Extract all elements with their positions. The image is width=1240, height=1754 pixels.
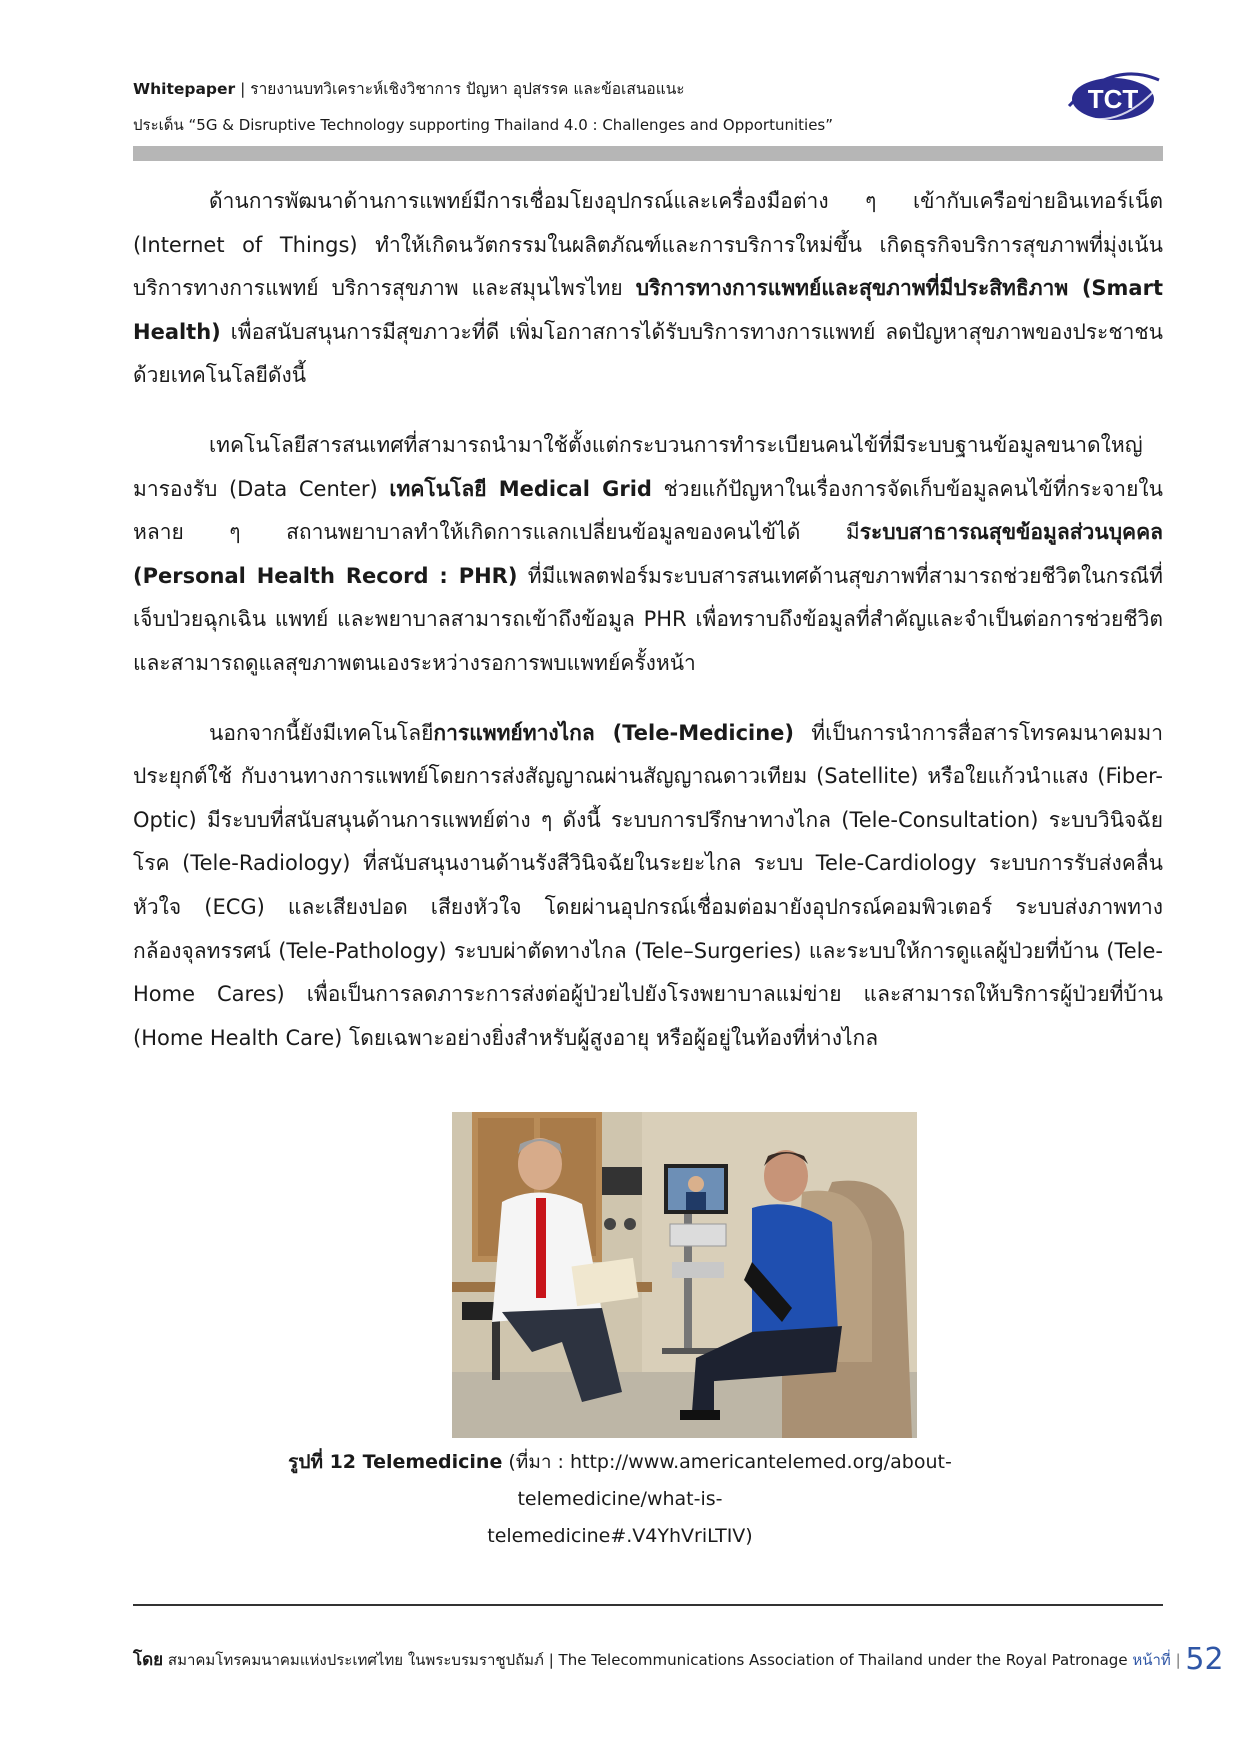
p1-text-c: เพื่อสนับสนุนการมีสุขภาวะที่ดี เพิ่มโอกาสการได้รับบริการทางการแพทย์ ลดปัญหาสุขภาพของประชาชนด้วยเทคโนโลยีดังนี้ <box>133 319 1163 388</box>
logo-text: TCT <box>1087 84 1139 114</box>
header-title <box>133 78 1163 100</box>
footer-org-thai: สมาคมโทรคมนาคมแห่งประเทศไทย ในพระบรมราชูปถัมภ์ <box>163 1651 549 1669</box>
body-text <box>133 180 1163 1060</box>
p2-bold-medical-grid: เทคโนโลยี Medical Grid <box>389 476 652 501</box>
header-doc-type: Whitepaper <box>133 80 236 98</box>
page-number: 52 <box>1185 1642 1224 1677</box>
page-label: หน้าที่ <box>1132 1651 1171 1669</box>
footer-divider <box>133 1604 1163 1606</box>
paragraph-medical-grid <box>133 424 1163 686</box>
p2-text-e: ที่มีแพลตฟอร์มระบบสารสนเทศด้านสุขภาพที่สามารถช่วยชีวิตในกรณีที่เจ็บป่วยฉุกเฉิน แพทย์ และพยาบาลสามารถเข้าถึงข้อมูล PHR เพื่อทราบถึงข้อมูลที่สำคัญและจำเป็นต่อการช่วยชีวิต และสามารถดูแลสุขภาพตนเองระหว่างรอการพบแพทย์ครั้งหน้า <box>133 563 1163 675</box>
paragraph-smart-health <box>133 180 1163 398</box>
p1-text-a: ด้านการพัฒนาด้านการแพทย์มีการเชื่อมโยงอุปกรณ์และเครื่องมือต่าง ๆ เข้ากับเครือข่ายอินเทอร์เน็ต (Internet of Things) ทำให้เกิดนวัตกรรมในผลิตภัณฑ์และการบริการใหม่ขึ้น เกิดธุรกิจบริการสุขภาพที่มุ่งเน้นบริการทางการแพทย์ บริการสุขภาพ และสมุนไพรไทย <box>133 189 1163 301</box>
header-topic: ประเด็น “5G & Disruptive Technology supporting Thailand 4.0 : Challenges and Opportunities” <box>133 116 834 134</box>
page-header <box>133 78 1163 136</box>
caption-line-1 <box>200 1444 1040 1518</box>
p3-bold-tele-medicine: การแพทย์ทางไกล (Tele-Medicine) <box>433 720 795 745</box>
p1-bold-smart-health: บริการทางการแพทย์และสุขภาพที่มีประสิทธิภาพ (Smart Health) <box>133 276 1163 344</box>
caption-source-part2: telemedicine#.V4YhVriLTIV) <box>487 1525 753 1547</box>
caption-figure-label: รูปที่ 12 Telemedicine <box>288 1451 503 1473</box>
footer-separator: | <box>548 1651 554 1669</box>
tct-logo <box>1063 66 1163 128</box>
p2-text-c: ช่วยแก้ปัญหาในเรื่องการจัดเก็บข้อมูลคนไข้ที่กระจายในหลาย ๆ สถานพยาบาลทำให้เกิดการแลกเปลี่ยนข้อมูลของคนไข้ได้ มี <box>133 476 1163 545</box>
page-footer <box>133 1640 1224 1680</box>
header-subtitle: | รายงานบทวิเคราะห์เชิงวิชาการ ปัญหา อุปสรรค และข้อเสนอแนะ <box>235 80 685 98</box>
header-divider-bar <box>133 146 1163 161</box>
p3-text-c: ที่เป็นการนำการสื่อสารโทรคมนาคมมาประยุกต์ใช้ กับงานทางการแพทย์โดยการส่งสัญญาณผ่านสัญญาณดาวเทียม (Satellite) หรือใยแก้วนำแสง (Fiber-Optic) มีระบบที่สนับสนุนด้านการแพทย์ต่าง ๆ ดังนี้ ระบบการปรึกษาทางไกล (Tele-Consultation) ระบบวินิจฉัยโรค (Tele-Radiology) ที่สนับสนุนงานด้านรังสีวินิจฉัยในระยะไกล ระบบ Tele-Cardiology ระบบการรับส่งคลื่นหัวใจ (ECG) และเสียงปอด เสียงหัวใจ โดยผ่านอุปกรณ์เชื่อมต่อมายังอุปกรณ์คอมพิวเตอร์ ระบบส่งภาพทางกล้องจุลทรรศน์ (Tele-Pathology) ระบบผ่าตัดทางไกล (Tele–Surgeries) และระบบให้การดูแลผู้ป่วยที่บ้าน (Tele-Home Cares) เพื่อเป็นการลดภาระการส่งต่อผู้ป่วยไปยังโรงพยาบาลแม่ข่าย และสามารถให้บริการผู้ป่วยที่บ้าน (Home Health Care) โดยเฉพาะอย่างยิ่งสำหรับผู้สูงอายุ หรือผู้อยู่ในท้องที่ห่างไกล <box>133 720 1163 1050</box>
paragraph-tele-medicine <box>133 712 1163 1061</box>
caption-source-part1: (ที่มา : http://www.americantelemed.org/about-telemedicine/what-is- <box>502 1451 952 1510</box>
p2-text-a: เทคโนโลยีสารสนเทศที่สามารถนำมาใช้ตั้งแต่กระบวนการทำระเบียนคนไข้ที่มีระบบฐานข้อมูลขนาดใหญ่มารองรับ (Data Center) <box>133 432 1143 501</box>
footer-by: โดย <box>133 1650 164 1670</box>
telemedicine-illustration <box>452 1112 917 1438</box>
page-separator: | <box>1175 1651 1181 1669</box>
p3-text-a: นอกจากนี้ยังมีเทคโนโลยี <box>209 720 434 745</box>
figure-caption <box>200 1444 1040 1555</box>
footer-org-english: The Telecommunications Association of Thailand under the Royal Patronage <box>553 1651 1133 1669</box>
p2-bold-phr: ระบบสาธารณสุขข้อมูลส่วนบุคคล (Personal Health Record : PHR) <box>133 520 1163 588</box>
telemedicine-photo <box>452 1112 917 1438</box>
